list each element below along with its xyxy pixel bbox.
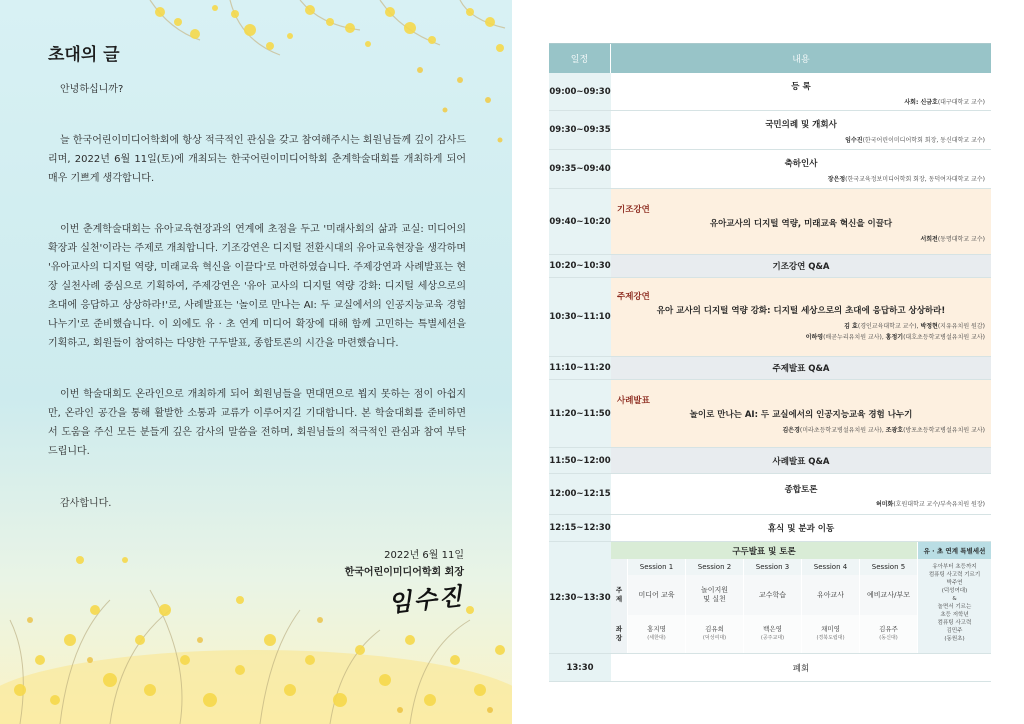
breakout-row bbox=[549, 542, 991, 654]
header-content: 내용 bbox=[792, 55, 810, 65]
schedule-table bbox=[549, 43, 991, 682]
schedule-row bbox=[549, 357, 991, 380]
row-speaker: 장은정(한국교육정보미디어학회 회장, 동덕여자대학교 교수) bbox=[827, 176, 985, 183]
row-speaker: 서희전(동명대학교 교수) bbox=[920, 236, 985, 243]
row-title: 등 록 bbox=[791, 82, 811, 92]
chair-label: 좌 장 bbox=[615, 625, 623, 642]
row-time: 10:20~10:30 bbox=[549, 255, 611, 277]
schedule-row bbox=[549, 150, 991, 189]
schedule-page bbox=[512, 0, 1024, 724]
session-column bbox=[627, 559, 685, 653]
session-column bbox=[859, 559, 917, 653]
row-time: 12:30~13:30 bbox=[549, 542, 611, 653]
session-column bbox=[801, 559, 859, 653]
signer-title: 한국어린이미디어학회 회장 bbox=[344, 567, 464, 578]
row-time: 09:35~09:40 bbox=[549, 150, 611, 188]
row-title: 유아 교사의 디지털 역량 강화: 디지털 세상으로의 초대에 응답하고 상상하라! bbox=[656, 306, 946, 316]
row-speaker: 이하영(배곧누리유치원 교사), 홍정기(대호초등학교병설유치원 교사) bbox=[805, 334, 985, 341]
row-title: 종합토론 bbox=[784, 485, 818, 495]
session-name: Session 3 bbox=[744, 559, 801, 575]
session-topic: 예비교사/부모 bbox=[860, 575, 917, 615]
session-name: Session 5 bbox=[860, 559, 917, 575]
schedule-row bbox=[549, 111, 991, 150]
session-tag: 기조강연 bbox=[617, 205, 650, 215]
schedule-row bbox=[549, 380, 991, 448]
letter-paragraph-3: 이번 학술대회도 온라인으로 개최하게 되어 회원님들을 면대면으로 뵙지 못하는 점이 아쉽지만, 온라인 공간을 통해 활발한 소통과 교류가 이루어지길 기대합니다. 본 학술대회를 준비하면서 도움을 주신 모든 분들게 깊은 감사의 말씀을 전하며, 회원님들의 적극적인 관심과 참여 부탁드립니다. bbox=[48, 389, 466, 457]
session-chair: 김유주 (동신대) bbox=[860, 615, 917, 653]
schedule-row bbox=[549, 255, 991, 278]
row-title: 놀이로 만나는 AI: 두 교실에서의 인공지능교육 경험 나누기 bbox=[689, 410, 913, 420]
row-time: 11:10~11:20 bbox=[549, 357, 611, 379]
row-time: 12:15~12:30 bbox=[549, 515, 611, 541]
schedule-row bbox=[549, 73, 991, 111]
signature-date: 2022년 6월 11일 bbox=[384, 550, 464, 561]
page-title: 초대의 글 bbox=[48, 45, 120, 65]
special-session bbox=[917, 542, 991, 653]
schedule-row bbox=[549, 189, 991, 255]
row-time: 09:40~10:20 bbox=[549, 189, 611, 254]
session-column bbox=[743, 559, 801, 653]
session-chair: 김유희 (덕성여대) bbox=[686, 615, 743, 653]
special-session-body: 유아부터 초등까지 컴퓨팅 사고력 기르기 박주연 (덕성여대) & 놀면서 기르는 초등 저학년 컴퓨팅 사고력 김민주 (동원초) bbox=[928, 564, 981, 642]
row-time: 10:30~11:10 bbox=[549, 278, 611, 356]
breakout-title: 구두발표 및 토론 bbox=[611, 542, 917, 559]
schedule-row bbox=[549, 515, 991, 542]
row-speaker: 김은경(미라초등학교병설유치원 교사), 조광호(방포초등학교병설유치원 교사) bbox=[782, 427, 985, 434]
row-time: 12:00~12:15 bbox=[549, 474, 611, 514]
thanks-text: 감사합니다. bbox=[60, 498, 112, 509]
row-time: 11:20~11:50 bbox=[549, 380, 611, 447]
row-title: 축하인사 bbox=[784, 159, 818, 169]
session-chair: 백은영 (공주교대) bbox=[744, 615, 801, 653]
session-tag: 사례발표 bbox=[617, 396, 650, 406]
row-speaker: 임수진(한국어린이미디어학회 회장, 동신대학교 교수) bbox=[845, 137, 985, 144]
header-time: 일정 bbox=[549, 44, 611, 73]
session-name: Session 2 bbox=[686, 559, 743, 575]
schedule-row bbox=[549, 448, 991, 474]
row-title: 유아교사의 디지털 역량, 미래교육 혁신을 이끌다 bbox=[709, 219, 893, 229]
row-title: 폐회 bbox=[792, 663, 810, 674]
row-time: 11:50~12:00 bbox=[549, 448, 611, 473]
schedule-row bbox=[549, 278, 991, 357]
row-time: 09:30~09:35 bbox=[549, 111, 611, 149]
schedule-row bbox=[549, 654, 991, 682]
schedule-row bbox=[549, 474, 991, 515]
schedule-header bbox=[549, 44, 991, 73]
session-name: Session 4 bbox=[802, 559, 859, 575]
row-title: 사례발표 Q&A bbox=[772, 456, 830, 467]
session-name: Session 1 bbox=[628, 559, 685, 575]
session-column bbox=[685, 559, 743, 653]
row-title: 기조강연 Q&A bbox=[772, 262, 830, 272]
session-topic: 유아교사 bbox=[802, 575, 859, 615]
session-topic: 교수학습 bbox=[744, 575, 801, 615]
row-speaker: 사회: 신금호(대구대학교 교수) bbox=[904, 99, 985, 106]
session-topic: 미디어 교육 bbox=[628, 575, 685, 615]
session-chair: 채미영 (경북도립대) bbox=[802, 615, 859, 653]
row-title: 휴식 및 분과 이동 bbox=[767, 524, 835, 534]
greeting-text: 안녕하십니까? bbox=[60, 84, 124, 95]
letter-paragraph-1: 늘 한국어린이미디어학회에 항상 적극적인 관심을 갖고 참여해주시는 회원님들께 깊이 감사드리며, 2022년 6월 11일(토)에 개최되는 한국어린이미디어학회 춘계학술대회를 개최하게 되어 매우 기쁘게 생각합니다. bbox=[48, 135, 466, 184]
row-speaker: 김 효(경인교육대학교 교수), 박정현(지유유치원 원감) bbox=[844, 323, 985, 330]
row-speaker: 허미화(호원대학교 교수/부속유치원 원장) bbox=[875, 501, 985, 508]
session-topic: 놀이지원 및 실천 bbox=[686, 575, 743, 615]
session-tag: 주제강연 bbox=[617, 292, 650, 302]
letter-paragraph-2: 이번 춘계학술대회는 유아교육현장과의 연계에 초점을 두고 '미래사회의 삶과 교실: 미디어의 확장과 실천'이라는 주제로 개최합니다. 기조강연은 디지털 전환시대의 유아교육현장을 생각하며 '유아교사의 디지털 역량, 미래교육 혁신을 이끌다'로 마련하였습니다. 주제강연과 사례발표는 현장 실천사례 중심으로 기획하여, 주제강연은 '유아 교사의 디지털 역량 강화: 디지털 세상으로의 초대에 응답하고 상상하라!'로, 사례발표는 '놀이로 만나는 AI: 두 교실에서의 인공지능교육 경험 나누기'로 준비했습니다. 이 외에도 유 · 초 연계 미디어 확장에 대해 함께 고민하는 특별세션을 기획하고, 회원들이 참여하는 다양한 구두발표, 종합토론의 시간을 마련했습니다. bbox=[48, 224, 466, 349]
row-time: 09:00~09:30 bbox=[549, 73, 611, 110]
session-chair: 홍지명 (세한대) bbox=[628, 615, 685, 653]
special-session-title: 유 · 초 연계 특별세션 bbox=[918, 542, 991, 559]
row-title: 국민의례 및 개회사 bbox=[765, 120, 837, 130]
handwritten-signature: 임수진 bbox=[387, 581, 466, 618]
row-time: 13:30 bbox=[549, 654, 611, 681]
row-title: 주제발표 Q&A bbox=[772, 364, 830, 374]
topic-label: 주 제 bbox=[615, 586, 623, 603]
